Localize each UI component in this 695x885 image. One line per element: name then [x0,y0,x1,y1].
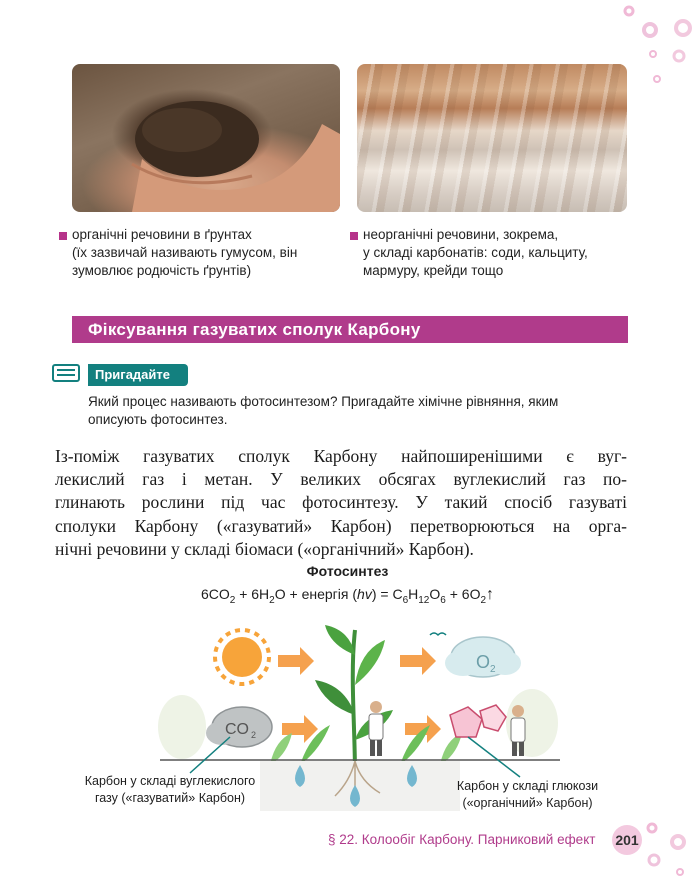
question-line: Який процес називають фотосинтезом? Пригадайте хімічне рівняння, яким [88,394,559,409]
photosynthesis-equation [0,586,695,606]
caption-line: (їх зазвичай називають гумусом, він [72,245,298,260]
caption-line: органічні речовини в ґрунтах [72,227,252,242]
body-line: сполуки Карбону («газуватий» Карбон) перетворюються на орга- [55,515,627,536]
arrow-sun-to-plant [278,647,314,675]
soil-band [260,761,460,811]
remind-label: Пригадайте [95,367,170,382]
eq-arrow: ↑ [486,586,495,603]
remind-question [88,393,623,429]
caption-line: зумовлює родючість ґрунтів) [72,263,252,278]
body-line: Із-поміж газуватих сполук Карбону найпоширенішими є вуг- [55,446,627,466]
scientist-figure-left [369,701,383,756]
label-line: газу («газуватий» Карбон) [94,791,246,805]
glucose-crystal-icon [450,705,506,737]
co2-cloud-icon [206,707,272,747]
eq-sub: 12 [418,594,430,606]
eq-sub: 6 [440,594,446,606]
travertine-rock-photo [357,64,627,212]
body-paragraph [55,445,627,561]
label-organic-carbon [440,778,615,812]
label-line: Карбон у складі глюкози [456,779,599,793]
caption-line: мармуру, крейди тощо [363,263,504,278]
body-line: глинають рослини під час фотосинтезу. У такий спосіб газуваті [55,492,627,513]
caption-line: у складі карбонатів: соди, кальциту, [363,245,588,260]
arrow-plant-to-o2 [400,647,436,675]
eq-sub: 2 [229,594,236,606]
o2-cloud-icon [445,637,521,677]
decorative-dots-top [615,0,695,90]
bird-icon [430,633,446,635]
eq-part: H [408,586,419,602]
figure-title: Фотосинтез [306,563,389,579]
section-title: Фіксування газуватих сполук Карбону [88,320,421,339]
eq-sub: 2 [269,594,275,606]
co2-sub: 2 [251,730,257,740]
caption-line: неорганічні речовини, зокрема, [363,227,559,242]
eq-part: 6CO [200,586,230,602]
body-line: нічні речовини у складі біомаси («органічний» Карбон). [55,538,474,559]
eq-part: O + енергія ( [274,586,358,602]
plant-icon [270,625,462,775]
eq-part: ) = C [371,586,403,602]
footer-section-title: § 22. Колообіг Карбону. Парниковий ефект [328,832,596,847]
caption-inorganic [363,226,588,280]
question-line: описують фотосинтез. [88,412,228,427]
book-icon [52,363,82,383]
sun-icon [215,630,269,684]
soil-illustration [72,64,340,212]
co2-label: CO [225,721,249,738]
eq-part: O [429,586,441,602]
label-gaseous-carbon [65,773,275,807]
bullet-square [350,232,358,240]
eq-hv: hv [357,586,372,602]
bullet-square [59,232,67,240]
page-number: 201 [612,825,642,855]
o2-sub: 2 [490,664,496,675]
body-line: лекислий газ і метан. У великих обсягах вуглекислий газ по- [55,469,627,490]
eq-part: + 6H [235,586,270,602]
decorative-dots-bottom [640,820,695,885]
label-line: («органічний» Карбон) [462,796,593,810]
bush-left [158,695,206,759]
caption-organic [72,226,297,280]
eq-part: + 6O [445,586,481,602]
eq-sub: 2 [480,594,487,606]
soil-in-hands-photo [72,64,340,212]
label-line: Карбон у складі вуглекислого [84,774,256,788]
o2-label: O [476,652,491,672]
eq-sub: 6 [402,594,409,606]
